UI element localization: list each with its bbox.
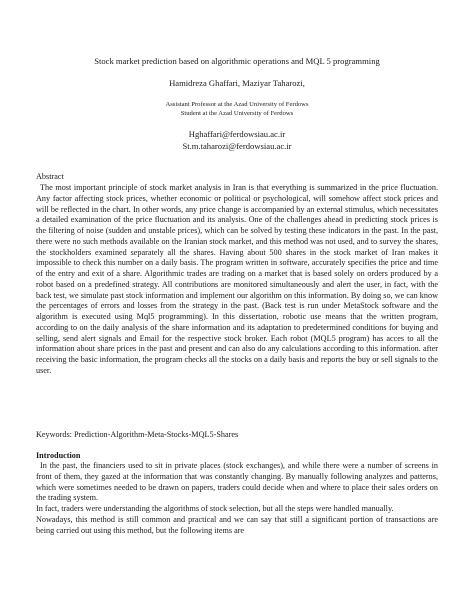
affiliation-1: Assistant Professor at the Azad University of Ferdows bbox=[165, 101, 309, 108]
abstract-body: The most important principle of stock market analysis in Iran is that everything is summarized in the price fluctuation. Any factor affecting stock prices, whether economic or political or psychological, will somehow affect stock prices and will be reflected in the chart. In other words, any price change is accompanied by an external stimulus, which necessitates a detailed examination of the price fluctuation and its analysis. One of the challenges ahead in predicting stock prices is the filtering of noise (sudden and unstable prices), which can be solved by testing these indicators in the past. In the past, there were no such methods available on the Iranian stock market, and this method was not used, and to survey the shares, the stockholders examined separately all the shares. Having about 500 shares in the stock market of Iran makes it impossible to check this number on a daily basis. The program written in software, accurately specifies the price and time of the entry and exit of a share. Algorithmic trades are trading on a market that is based solely on orders produced by a robot based on a predefined strategy. All contributions are monitored simultaneously and alert the user, in fact, with the back test, we simulate past stock information and implement our algorithm on this information. By doing so, we can know the percentages of errors and losses from the strategy in the past. (Back test is run under MetaStock software and the algorithm is executed using Mql5 programming). In this dissertation, robotic use means that the written program, according to on the daily analysis of the share information and its adaptation to predetermined conditions for buying and selling, send alert signals and Email for the respective stock broker. Each robot (MQL5 program) has acces to all the information about share prices in the past and present and can also do any calculations according to this information. after receiving the basic information, the program checks all the stocks on a daily basis and reports the buy or sell signals to the user. bbox=[36, 183, 438, 375]
affiliation-2: Student at the Azad University of Ferdows bbox=[180, 110, 294, 117]
introduction-heading: Introduction bbox=[36, 451, 81, 460]
paper-title: Stock market prediction based on algorithmic operations and MQL 5 programming bbox=[94, 56, 380, 66]
abstract-heading: Abstract bbox=[36, 172, 64, 181]
introduction-body bbox=[36, 461, 438, 536]
email-1: Hghaffari@ferdowsiau.ac.ir bbox=[188, 129, 286, 139]
intro-paragraph: Nowadays, this method is still common and practical and we can say that still a significant portion of transactions are being carried out using this method, but the following items are bbox=[36, 514, 438, 535]
keywords: Keywords: Prediction-Algorithm-Meta-Stocks-MQL5-Shares bbox=[36, 430, 239, 439]
intro-paragraph: In the past, the financiers used to sit in private places (stock exchanges), and while there were a number of screens in front of them, they gazed at the information that was constantly changing. By manually following analyzes and patterns, which were sometimes needed to be drawn on papers, traders could decide when and where to place their sales orders on the trading system. bbox=[36, 461, 438, 503]
email-2: St.m.taharozi@ferdowsiau.ac.ir bbox=[182, 141, 292, 151]
intro-paragraph: In fact, traders were understanding the algorithms of stock selection, but all the steps were handled manually. bbox=[36, 504, 394, 513]
paper-authors: Hamidreza Ghaffari, Maziyar Taharozi, bbox=[169, 78, 305, 88]
